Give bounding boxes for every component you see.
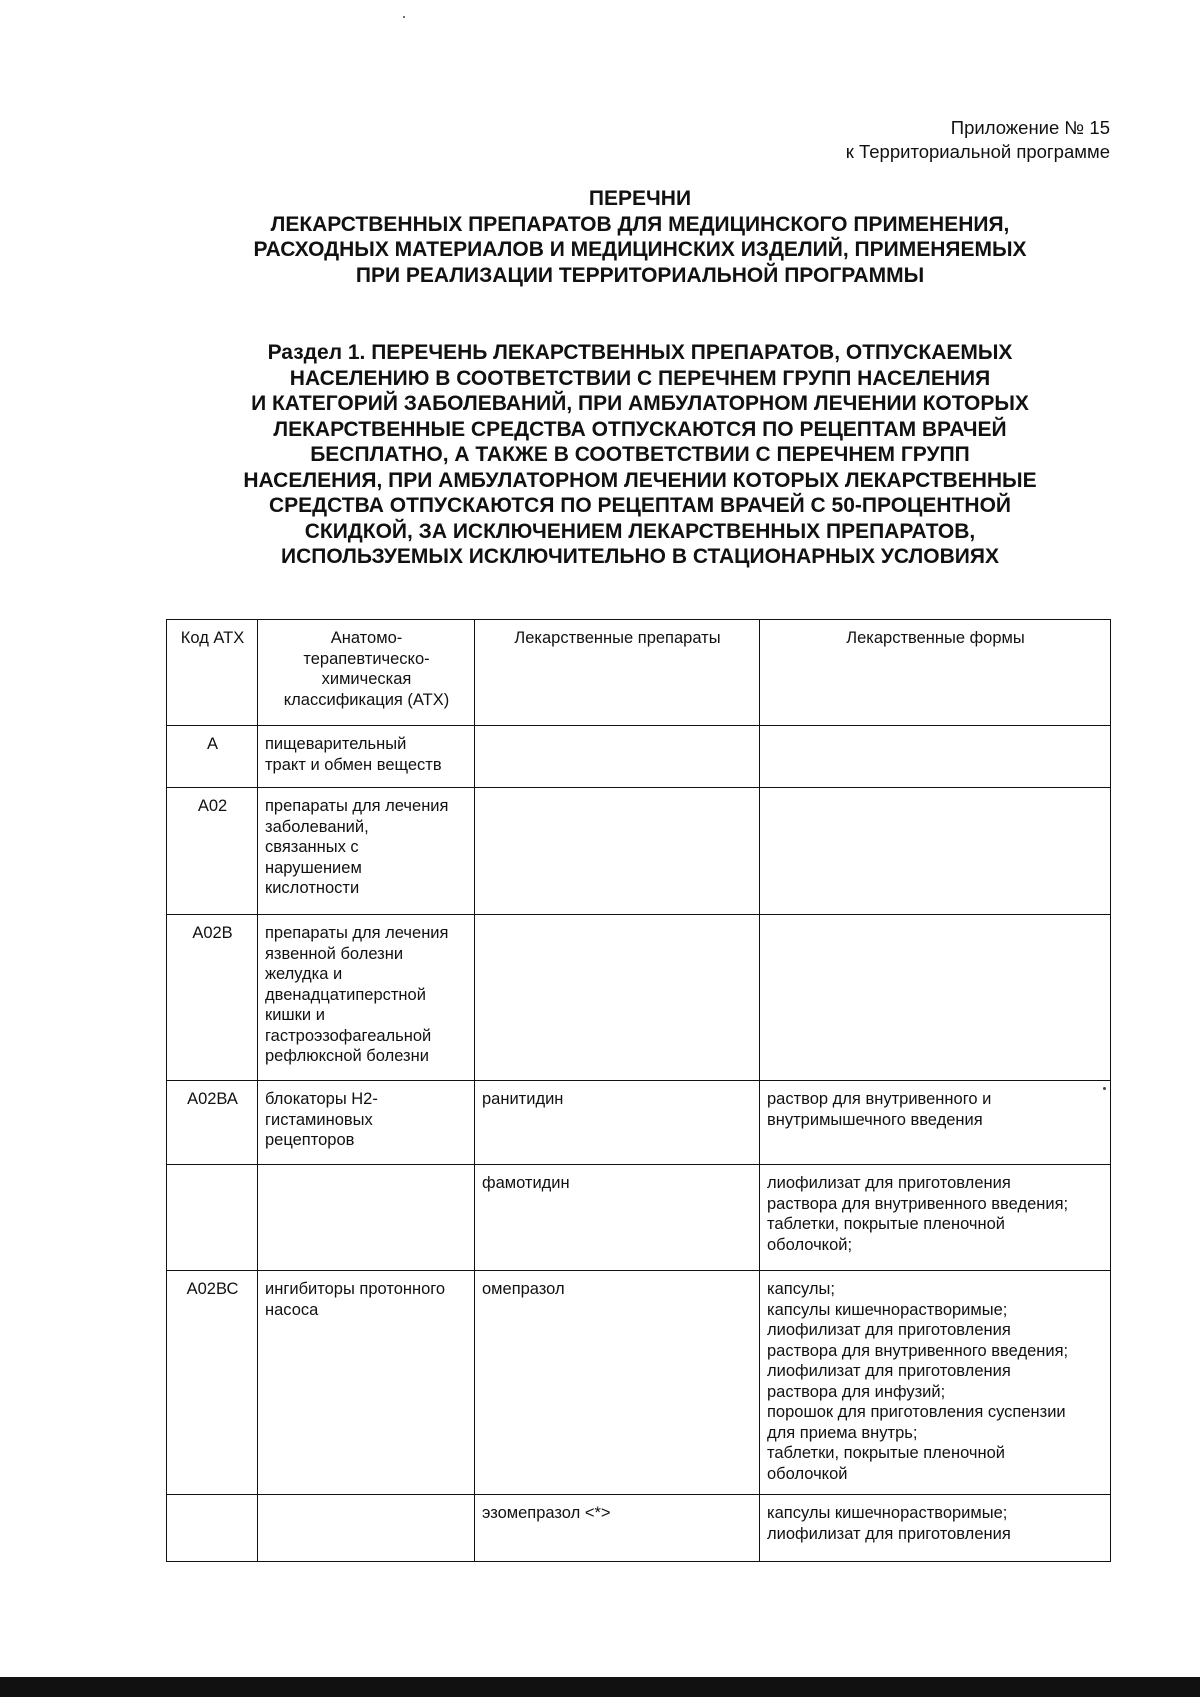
- section-line: Раздел 1. ПЕРЕЧЕНЬ ЛЕКАРСТВЕННЫХ ПРЕПАРАТОВ, ОТПУСКАЕМЫХ: [267, 341, 1013, 364]
- section-line: СКИДКОЙ, ЗА ИСКЛЮЧЕНИЕМ ЛЕКАРСТВЕННЫХ ПРЕПАРАТОВ,: [304, 519, 976, 543]
- title-line: РАСХОДНЫХ МАТЕРИАЛОВ И МЕДИЦИНСКИХ ИЗДЕЛИЙ, ПРИМЕНЯЕМЫХ: [253, 238, 1027, 261]
- table-row: [167, 788, 1111, 915]
- cell-atx: ингибиторы протонного насоса: [258, 1271, 475, 1495]
- cell-atx: блокаторы Н2- гистаминовых рецепторов: [258, 1081, 475, 1165]
- cell-code: А02ВС: [167, 1271, 258, 1495]
- section-heading: [150, 340, 1130, 570]
- cell-atx: препараты для лечения заболеваний, связанных с нарушением кислотности: [258, 788, 475, 915]
- cell-code: [167, 1495, 258, 1562]
- title-line: ПЕРЕЧНИ: [588, 187, 692, 210]
- title-line: ПРИ РЕАЛИЗАЦИИ ТЕРРИТОРИАЛЬНОЙ ПРОГРАММЫ: [355, 263, 925, 287]
- title-line: ЛЕКАРСТВЕННЫХ ПРЕПАРАТОВ ДЛЯ МЕДИЦИНСКОГО ПРИМЕНЕНИЯ,: [270, 212, 1010, 236]
- cell-code: [167, 1165, 258, 1271]
- section-line: НАСЕЛЕНИЮ В СООТВЕТСТВИИ С ПЕРЕЧНЕМ ГРУПП НАСЕЛЕНИЯ: [289, 366, 991, 390]
- header-text: Лекарственные препараты: [514, 629, 721, 647]
- section-line: СРЕДСТВА ОТПУСКАЮТСЯ ПО РЕЦЕПТАМ ВРАЧЕЙ С 50-ПРОЦЕНТНОЙ: [269, 494, 1011, 517]
- section-line: ИСПОЛЬЗУЕМЫХ ИСКЛЮЧИТЕЛЬНО В СТАЦИОНАРНЫХ УСЛОВИЯХ: [281, 545, 999, 568]
- section-line: ЛЕКАРСТВЕННЫЕ СРЕДСТВА ОТПУСКАЮТСЯ ПО РЕЦЕПТАМ ВРАЧЕЙ: [273, 417, 1007, 441]
- header-text: Код АТХ: [180, 629, 245, 647]
- section-line: НАСЕЛЕНИЯ, ПРИ АМБУЛАТОРНОМ ЛЕЧЕНИИ КОТОРЫХ ЛЕКАРСТВЕННЫЕ: [243, 468, 1037, 492]
- scan-speck: [403, 16, 405, 18]
- cell-code: А02ВА: [167, 1081, 258, 1165]
- cell-drug: [475, 915, 760, 1081]
- header-text: Анатомо- терапевтическо- химическая классификация (АТХ): [283, 629, 450, 709]
- appendix-note: [846, 116, 1110, 164]
- cell-drug: фамотидин: [475, 1165, 760, 1271]
- cell-forms: раствор для внутривенного и внутримышечного введения: [760, 1081, 1111, 1165]
- cell-atx: [258, 1495, 475, 1562]
- cell-drug: ранитидин: [475, 1081, 760, 1165]
- document-title: [150, 186, 1130, 288]
- header-atx-code: [167, 620, 258, 726]
- cell-forms: лиофилизат для приготовления раствора для внутривенного введения; таблетки, покрытые пленочной оболочкой;: [760, 1165, 1111, 1271]
- header-drugs: [475, 620, 760, 726]
- appendix-line-2: к Территориальной программе: [845, 141, 1110, 162]
- cell-forms: [760, 726, 1111, 788]
- scan-edge-bar: [0, 1677, 1200, 1697]
- table-row: [167, 1271, 1111, 1495]
- appendix-line-1: Приложение № 15: [950, 117, 1110, 138]
- cell-drug: эзомепразол <*>: [475, 1495, 760, 1562]
- cell-forms: капсулы; капсулы кишечнорастворимые; лиофилизат для приготовления раствора для внутривенного введения; лиофилизат для приготовления раствора для инфузий; порошок для приготовления суспензии для приема внутрь; таблетки, покрытые пленочной оболочкой: [760, 1271, 1111, 1495]
- header-atx-classification: [258, 620, 475, 726]
- table-row: [167, 1081, 1111, 1165]
- cell-drug: [475, 726, 760, 788]
- cell-code: А: [167, 726, 258, 788]
- header-text: Лекарственные формы: [846, 629, 1025, 647]
- section-line: БЕСПЛАТНО, А ТАКЖЕ В СООТВЕТСТВИИ С ПЕРЕЧНЕМ ГРУПП: [310, 443, 970, 466]
- header-forms: [760, 620, 1111, 726]
- table-row: [167, 915, 1111, 1081]
- cell-forms: [760, 788, 1111, 915]
- cell-atx: пищеварительный тракт и обмен веществ: [258, 726, 475, 788]
- cell-drug: [475, 788, 760, 915]
- table-header-row: [167, 620, 1111, 726]
- cell-drug: омепразол: [475, 1271, 760, 1495]
- cell-forms: капсулы кишечнорастворимые; лиофилизат для приготовления: [760, 1495, 1111, 1562]
- section-line: И КАТЕГОРИЙ ЗАБОЛЕВАНИЙ, ПРИ АМБУЛАТОРНОМ ЛЕЧЕНИИ КОТОРЫХ: [251, 392, 1029, 415]
- atx-table: [166, 619, 1111, 1562]
- table-row: [167, 1165, 1111, 1271]
- cell-forms: [760, 915, 1111, 1081]
- cell-atx: препараты для лечения язвенной болезни желудка и двенадцатиперстной кишки и гастроэзофагеальной рефлюксной болезни: [258, 915, 475, 1081]
- scan-speck: [1103, 1087, 1106, 1090]
- table-row: [167, 1495, 1111, 1562]
- table-row: [167, 726, 1111, 788]
- cell-code: А02В: [167, 915, 258, 1081]
- cell-code: А02: [167, 788, 258, 915]
- cell-atx: [258, 1165, 475, 1271]
